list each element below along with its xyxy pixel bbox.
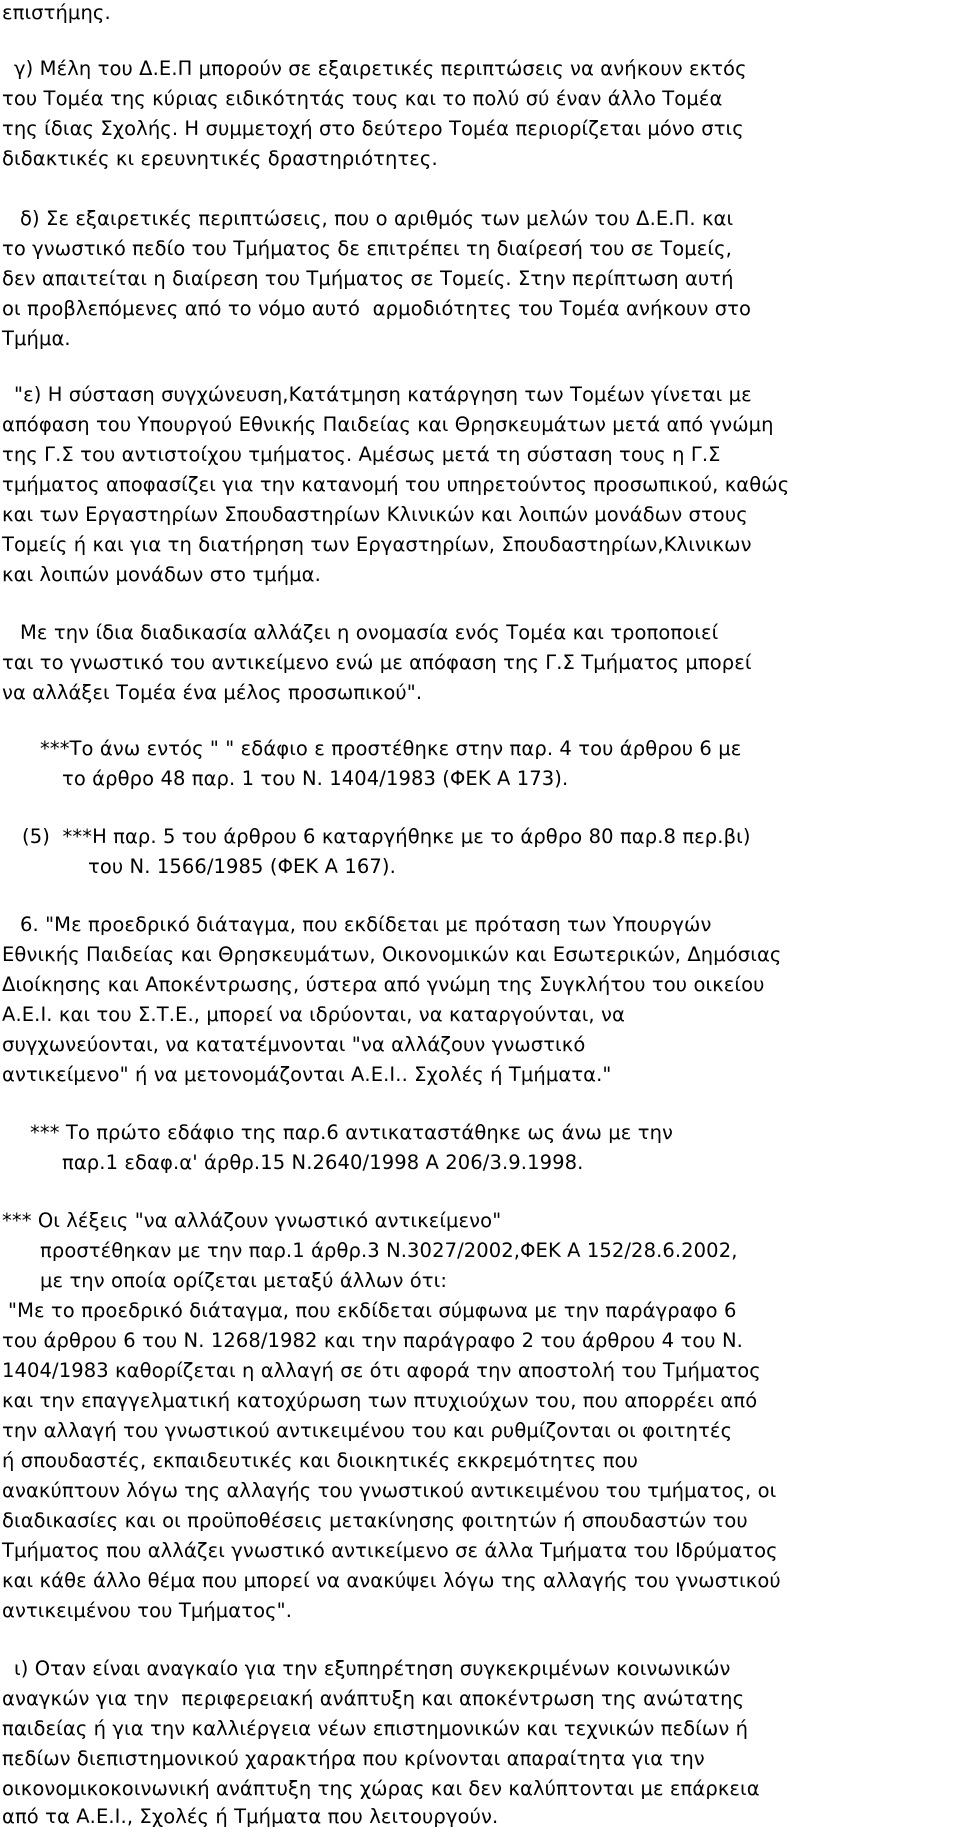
- text-line: Τμήματος που αλλάζει γνωστικό αντικείμενο σε άλλα Τμήματα του Ιδρύματος: [2, 1539, 778, 1562]
- text-line: διδακτικές κι ερευνητικές δραστηριότητες.: [2, 147, 438, 170]
- text-line: και των Εργαστηρίων Σπουδαστηρίων Κλινικών και λοιπών μονάδων στους: [2, 503, 748, 526]
- text-line: "Με το προεδρικό διάταγμα, που εκδίδεται σύμφωνα με την παράγραφο 6: [8, 1299, 737, 1322]
- text-line: δ) Σε εξαιρετικές περιπτώσεις, που ο αριθμός των μελών του Δ.Ε.Π. και: [20, 207, 734, 230]
- text-line: τμήματος αποφασίζει για την κατανομή του υπηρετούντος προσωπικού, καθώς: [2, 473, 790, 496]
- text-line: της Γ.Σ του αντιστοίχου τμήματος. Αμέσως μετά τη σύσταση τους η Γ.Σ: [2, 443, 721, 466]
- text-line: πεδίων διεπιστημονικού χαρακτήρα που κρίνονται απαραίτητα για την: [2, 1747, 705, 1770]
- text-line: 6. "Με προεδρικό διάταγμα, που εκδίδεται με πρόταση των Υπουργών: [20, 913, 712, 936]
- text-line: επιστήμης.: [2, 1, 111, 24]
- text-line: Τομείς ή και για τη διατήρηση των Εργαστηρίων, Σπουδαστηρίων,Κλινικων: [2, 533, 752, 556]
- text-line: απόφαση του Υπουργού Εθνικής Παιδείας και Θρησκευμάτων μετά από γνώμη: [2, 413, 774, 436]
- text-line: Εθνικής Παιδείας και Θρησκευμάτων, Οικονομικών και Εσωτερικών, Δημόσιας: [2, 943, 782, 966]
- text-line: του Ν. 1566/1985 (ΦΕΚ Α 167).: [88, 855, 396, 878]
- text-line: ται το γνωστικό του αντικείμενο ενώ με απόφαση της Γ.Σ Τμήματος μπορεί: [2, 651, 752, 674]
- text-line: "ε) Η σύσταση συγχώνευση,Κατάτμηση κατάργηση των Τομέων γίνεται με: [14, 383, 752, 406]
- text-line: (5) ***Η παρ. 5 του άρθρου 6 καταργήθηκε με το άρθρο 80 παρ.8 περ.βι): [22, 825, 751, 848]
- text-line: διαδικασίες και οι προϋποθέσεις μετακίνησης φοιτητών ή σπουδαστών του: [2, 1509, 748, 1532]
- text-line: το γνωστικό πεδίο του Τμήματος δε επιτρέπει τη διαίρεσή του σε Τομείς,: [2, 237, 732, 260]
- text-line: ι) Οταν είναι αναγκαίο για την εξυπηρέτηση συγκεκριμένων κοινωνικών: [14, 1657, 731, 1680]
- text-line: οικονομικοκοινωνική ανάπτυξη της χώρας και δεν καλύπτονται με επάρκεια: [2, 1777, 760, 1800]
- text-line: Τμήμα.: [2, 327, 71, 350]
- text-line: και κάθε άλλο θέμα που μπορεί να ανακύψει λόγω της αλλαγής του γνωστικού: [2, 1569, 781, 1592]
- text-line: *** Το πρώτο εδάφιο της παρ.6 αντικαταστάθηκε ως άνω με την: [30, 1121, 674, 1144]
- text-line: ανακύπτουν λόγω της αλλαγής του γνωστικού αντικειμένου του τμήματος, οι: [2, 1479, 777, 1502]
- text-line: ***Το άνω εντός " " εδάφιο ε προστέθηκε στην παρ. 4 του άρθρου 6 με: [40, 737, 742, 760]
- text-line: της ίδιας Σχολής. Η συμμετοχή στο δεύτερο Τομέα περιορίζεται μόνο στις: [2, 117, 744, 140]
- text-line: αντικείμενο" ή να μετονομάζονται Α.Ε.Ι.. Σχολές ή Τμήματα.": [2, 1063, 612, 1086]
- text-line: αντικειμένου του Τμήματος".: [2, 1599, 293, 1622]
- text-line: αναγκών για την περιφερειακή ανάπτυξη και αποκέντρωση της ανώτατης: [2, 1687, 745, 1710]
- text-line: παρ.1 εδαφ.α' άρθρ.15 Ν.2640/1998 Α 206/3.9.1998.: [62, 1151, 584, 1174]
- text-line: συγχωνεύονται, να κατατέμνονται "να αλλάζουν γνωστικό: [2, 1033, 586, 1056]
- text-line: Διοίκησης και Αποκέντρωσης, ύστερα από γνώμη της Συγκλήτου του οικείου: [2, 973, 765, 996]
- text-line: και λοιπών μονάδων στο τμήμα.: [2, 563, 321, 586]
- text-line: την αλλαγή του γνωστικού αντικειμένου του και ρυθμίζονται οι φοιτητές: [2, 1419, 733, 1442]
- text-line: 1404/1983 καθορίζεται η αλλαγή σε ότι αφορά την αποστολή του Τμήματος: [2, 1359, 761, 1382]
- text-line: γ) Μέλη του Δ.Ε.Π μπορούν σε εξαιρετικές περιπτώσεις να ανήκουν εκτός: [14, 57, 747, 80]
- text-line: Α.Ε.Ι. και του Σ.Τ.Ε., μπορεί να ιδρύονται, να καταργούνται, να: [2, 1003, 625, 1026]
- text-line: να αλλάξει Τομέα ένα μέλος προσωπικού".: [2, 681, 423, 704]
- text-line: προστέθηκαν με την παρ.1 άρθρ.3 Ν.3027/2002,ΦΕΚ Α 152/28.6.2002,: [40, 1239, 738, 1262]
- text-line: Με την ίδια διαδικασία αλλάζει η ονομασία ενός Τομέα και τροποποιεί: [20, 621, 719, 644]
- text-line: του άρθρου 6 του Ν. 1268/1982 και την παράγραφο 2 του άρθρου 4 του Ν.: [2, 1329, 743, 1352]
- text-line: από τα Α.Ε.Ι., Σχολές ή Τμήματα που λειτουργούν.: [2, 1805, 499, 1828]
- text-line: παιδείας ή για την καλλιέργεια νέων επιστημονικών και τεχνικών πεδίων ή: [2, 1717, 749, 1740]
- text-line: ή σπουδαστές, εκπαιδευτικές και διοικητικές εκκρεμότητες που: [2, 1449, 638, 1472]
- text-line: το άρθρο 48 παρ. 1 του Ν. 1404/1983 (ΦΕΚ Α 173).: [62, 767, 569, 790]
- text-line: *** Οι λέξεις "να αλλάζουν γνωστικό αντικείμενο": [2, 1209, 502, 1232]
- text-line: οι προβλεπόμενες από το νόμο αυτό αρμοδιότητες του Τομέα ανήκουν στο: [2, 297, 752, 320]
- text-line: και την επαγγελματική κατοχύρωση των πτυχιούχων του, που απορρέει από: [2, 1389, 758, 1412]
- text-line: με την οποία ορίζεται μεταξύ άλλων ότι:: [40, 1269, 448, 1292]
- text-line: δεν απαιτείται η διαίρεση του Τμήματος σε Τομείς. Στην περίπτωση αυτή: [2, 267, 734, 290]
- text-line: του Τομέα της κύριας ειδικότητάς τους και το πολύ σύ έναν άλλο Τομέα: [2, 87, 723, 110]
